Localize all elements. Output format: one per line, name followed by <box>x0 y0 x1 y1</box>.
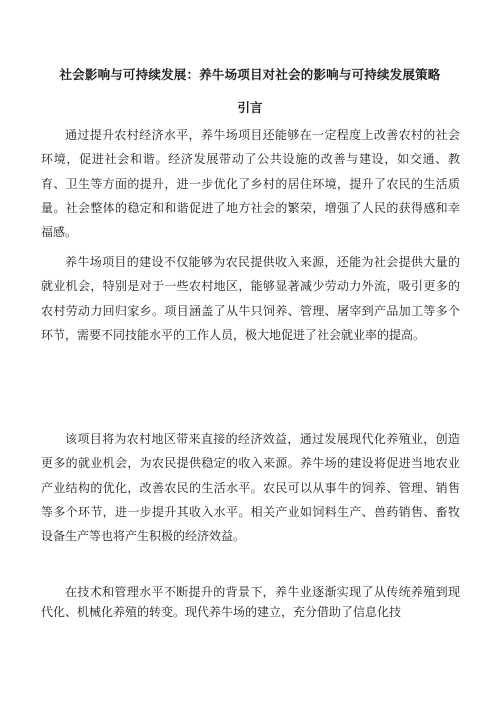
paragraph-2: 养牛场项目的建设不仅能够为农民提供收入来源，还能为社会提供大量的就业机会，特别是对于一些农村地区，能够显著减少劳动力外流，吸引更多的农村劳动力回归家乡。项目涵盖了从牛只饲养、管理、屠宰到产品加工等多个环节，需要不同技能水平的工作人员，极大地促进了社会就业率的提高。 <box>41 255 460 342</box>
paragraph-1: 通过提升农村经济水平，养牛场项目还能够在一定程度上改善农村的社会环境，促进社会和谐。经济发展带动了公共设施的改善与建设，如交通、教育、卫生等方面的提升，进一步优化了乡村的居住环境，提升了农民的生活质量。社会整体的稳定和和谐促进了地方社会的繁荣，增强了人民的获得感和幸福感。 <box>41 128 460 240</box>
section-heading: 引言 <box>237 100 263 115</box>
paragraph-4: 在技术和管理水平不断提升的背景下，养牛业逐渐实现了从传统养殖到现代化、机械化养殖的转变。现代养牛场的建立，充分借助了信息化技 <box>41 585 460 619</box>
paragraph-3: 该项目将为农村地区带来直接的经济效益，通过发展现代化养殖业，创造更多的就业机会，为农民提供稳定的收入来源。养牛场的建设将促进当地农业产业结构的优化，改善农民的生活水平。农民可以从事牛的饲养、管理、销售等多个环节，进一步提升其收入水平。相关产业如饲料生产、兽药销售、畜牧设备生产等也将产生积极的经济效益。 <box>41 432 460 544</box>
document-title: 社会影响与可持续发展：养牛场项目对社会的影响与可持续发展策略 <box>59 67 441 82</box>
